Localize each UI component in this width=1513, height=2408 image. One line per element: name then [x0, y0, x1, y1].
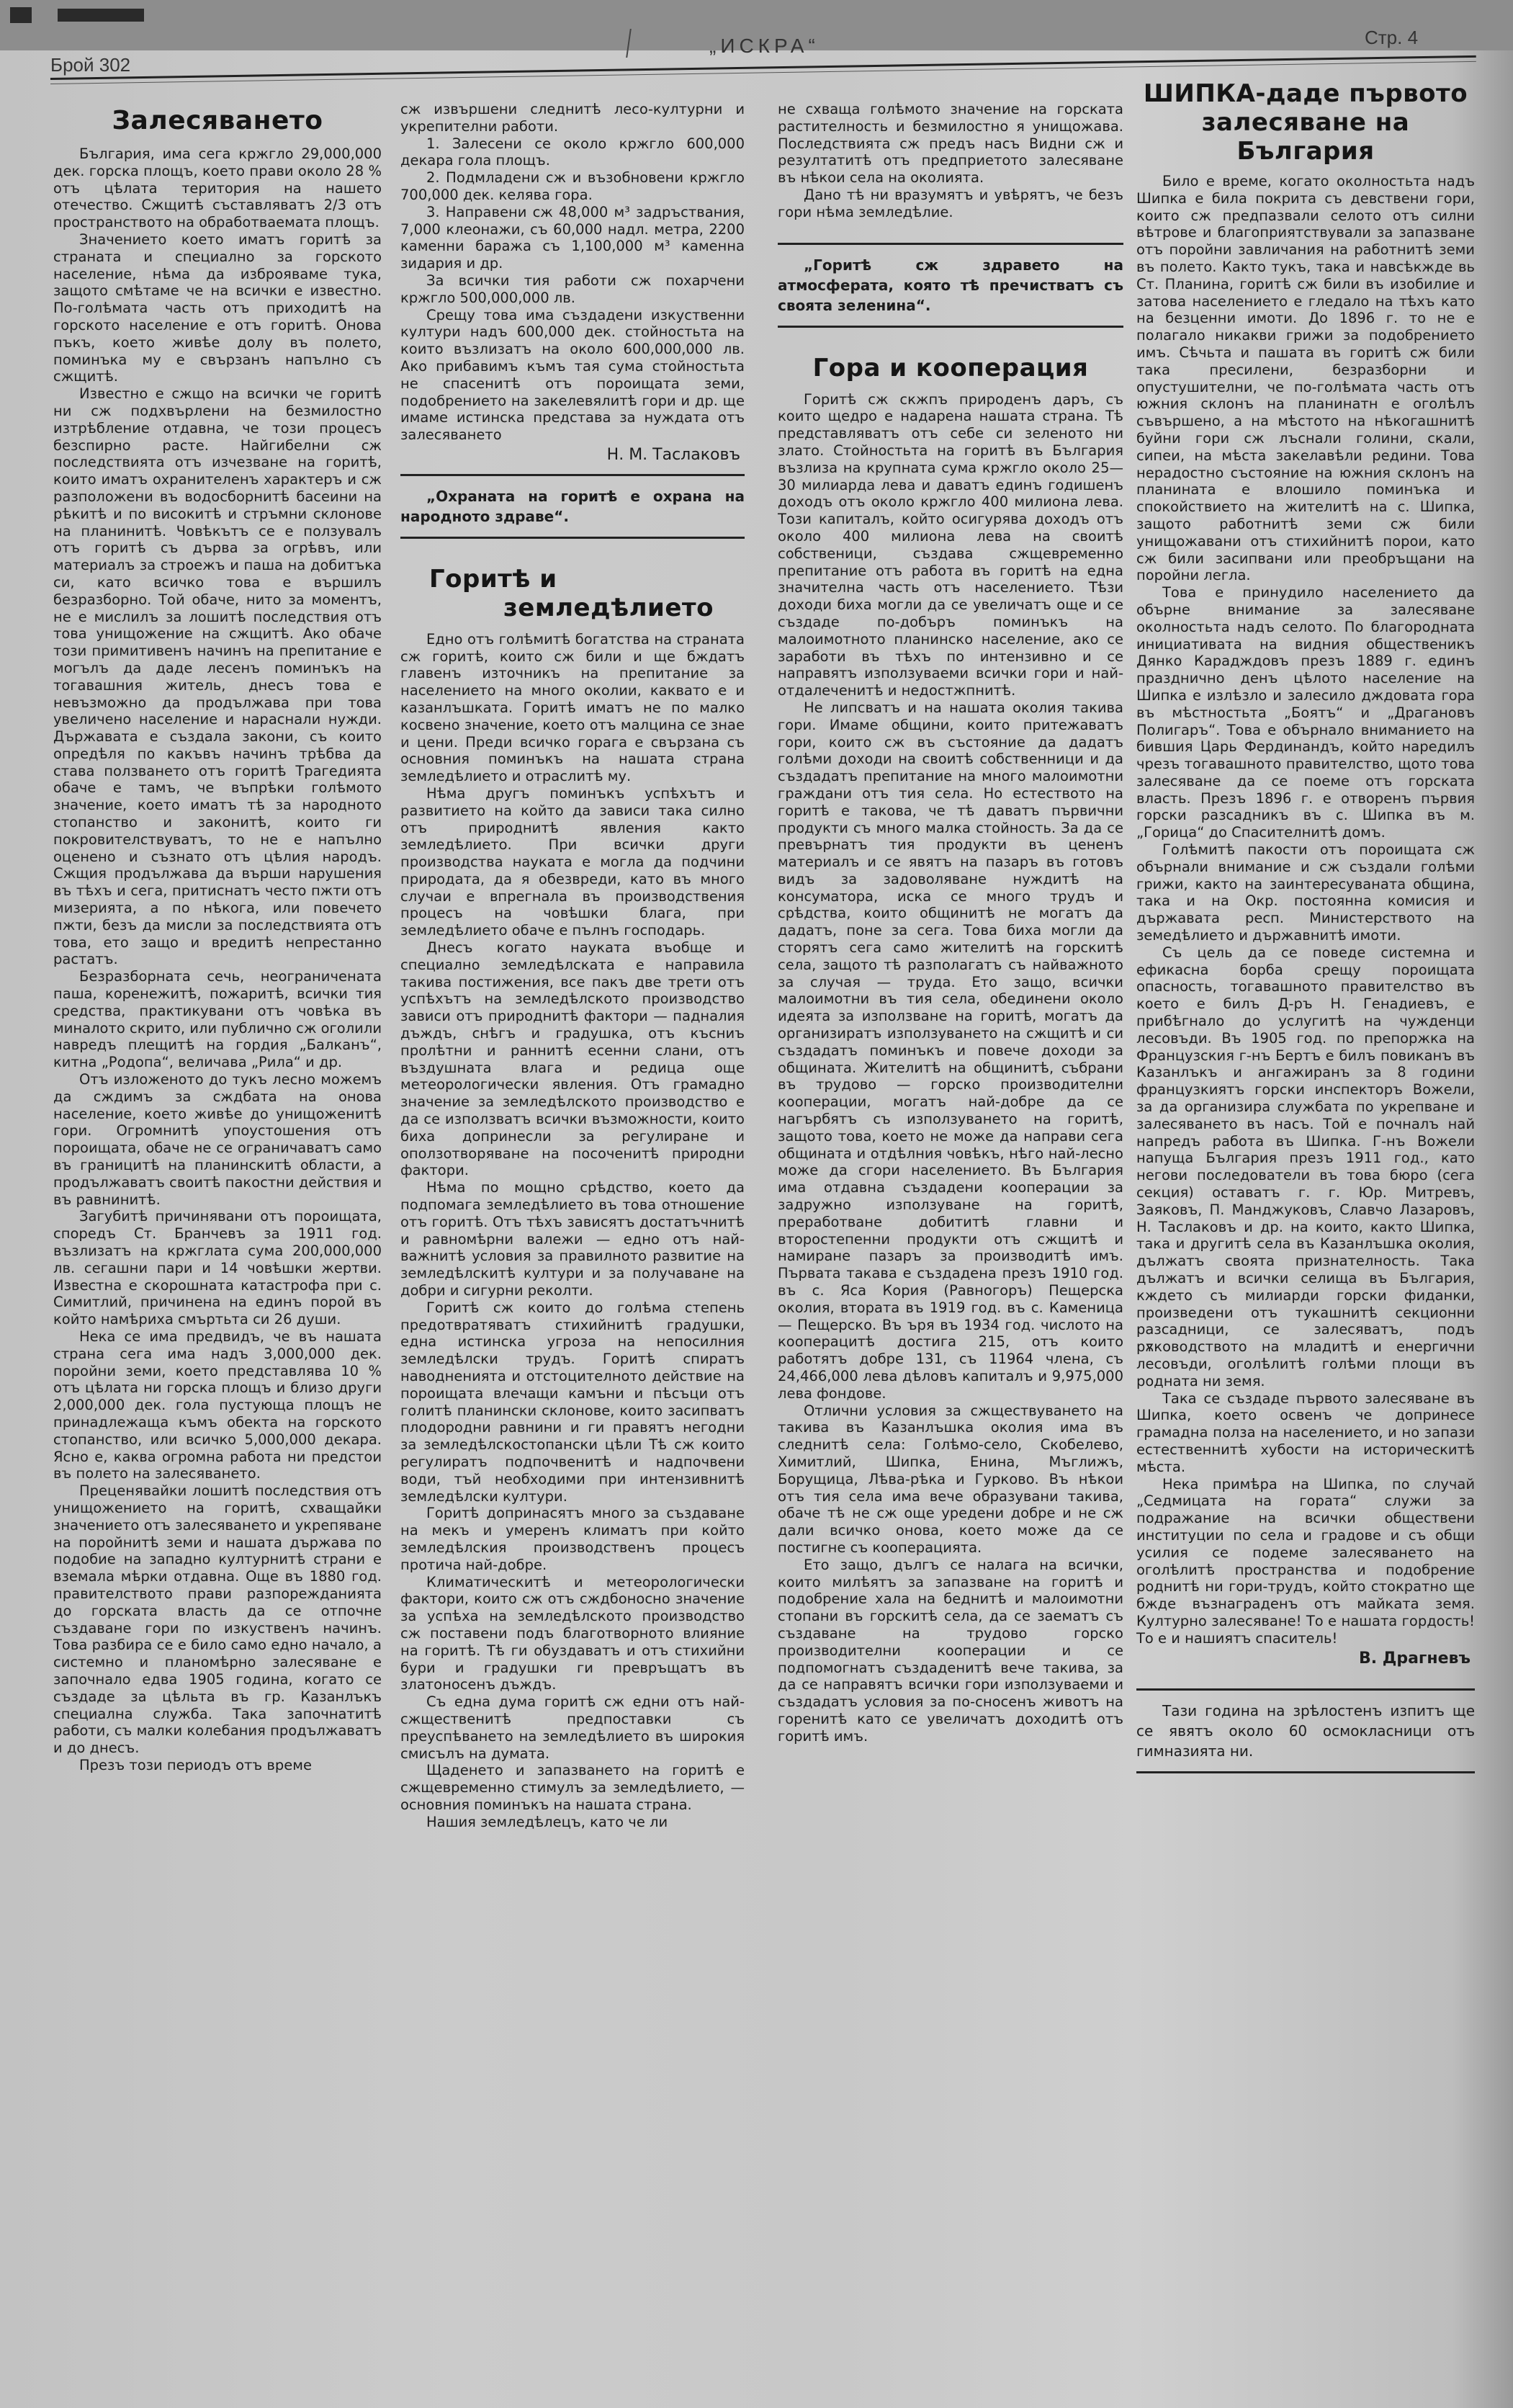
paragraph: Голѣмитѣ пакости отъ пороищата сж обърнали внимание и сж създали голѣми грижи, както на заинтересуваната община, така и на Окр. постоянна комисия и държавата респ. Министерството на земедѣлието и държавнитѣ имоти. — [1136, 841, 1475, 944]
paragraph: Отъ изложеното до тукъ лесно можемъ да сждимъ за сждбата на онова население, което живѣе до унищоженитѣ гори. Огромнитѣ упоустошения отъ пороищата, обаче не се ограничаватъ само въ границитѣ на планинскитѣ области, а продължаватъ своитѣ пакостни действия и въ равнинитѣ. — [53, 1071, 382, 1208]
article-continuation — [400, 101, 745, 444]
divider-rule — [778, 326, 1123, 328]
paragraph: Не липсватъ и на нашата околия такива гори. Имаме общини, които притежаватъ гори, които сж въ състояние да дадатъ голѣми доходи на своитѣ собственници и да създадатъ препитание на много малоимотни граждани отъ тия села. Но естеството на горитѣ е такова, че тѣ даватъ първични продукти съ много малка стойность. За да се превърнатъ тия продукти въ цененъ материалъ и се явятъ на пазаръ въ готовъ видъ за задоволяване нуждитѣ на консуматора, иска се много трудъ и срѣдства, които общинитѣ не могатъ да дадатъ, поне за сега. Това биха могли да сторятъ сега само жителитѣ на горскитѣ села, защото тѣ разполагатъ съ найважното за случая — труда. Ето защо, всички малоимотни въ тия села, обединени около идеята за използване на горитѣ, могатъ да организиратъ използуването на сжщитѣ и си създадатъ поминъкъ и повече доходи за общината. Жителитѣ на общинитѣ, събрани въ трудово — горско производителни кооперации, могатъ най-добре да се нагърбятъ съ използуването на горитѣ, защото това, което не може да направи сега общината и отдѣлния човѣкъ, нѣго най-лесно може да сгори населението. Въ България има отдавна създадени кооперации за задружно използуване на горитѣ, преработване добититѣ главни и второстепенни продукти отъ сжщитѣ и намиране пазаръ за производитѣ имъ. Първата такава е създадена презъ 1910 год. въ с. Яса Кория (Равногоръ) Пещерска околия, втората въ 1919 год. въ с. Каменица — Пещерско. Въ ъря въ 1934 год. числото на кооперацитѣ достига 215, отъ които работятъ добре 131, съ 11964 члена, съ 24,466,000 лева дѣловъ капиталъ и 9,975,000 лева фондове. — [778, 699, 1123, 1402]
article-title-line-1: ШИПКА-даде първото — [1143, 79, 1468, 108]
article-continuation — [778, 101, 1123, 221]
paragraph: Горитѣ сж скжпъ природенъ даръ, съ които щедро е надарена нашата страна. Тѣ представляватъ отъ себе си зеленото ни злато. Стойностьта на горитѣ въ България възлиза на крупната сума кржгло около 25—30 милиарда лева и даватъ единъ годишенъ доходъ отъ около кржгло 400 милиона лева. Този капиталъ, който осигурява доходъ отъ около 400 милиона лева на своитѣ собственици, създава сжщевременно препитание отъ работа въ горитѣ на една значителна часть отъ населението. Тѣзи доходи биха могли да се увеличатъ още и се създаде по-добъръ поминъкъ на малоимотното планинско население, ако се заработи въ тѣхъ по интензивно и се направятъ използуваеми всички гори и най-отдалеченитѣ и недостжпнитѣ. — [778, 390, 1123, 699]
article-title-line-3: България — [1236, 137, 1375, 166]
paragraph: Така се създаде първото залесяване въ Шипка, което освенъ че допринесе грамадна полза на населението, и но запази естественнитѣ хубости на историческитѣ мѣста. — [1136, 1389, 1475, 1475]
paragraph: Безразборната сечь, неограничената паша, коренежитѣ, пожаритѣ, всички тия средства, практикувани отъ човѣка въ миналото скрито, или публично сж оголили навредъ плещитѣ на гордия „Балканъ“, китна „Родопа“, величава „Рила“ и др. — [53, 968, 382, 1071]
check-mark-icon — [616, 29, 632, 58]
newspaper-title: „ИСКРА“ — [709, 35, 820, 57]
paragraph: Нека примѣра на Шипка, по случай „Седмицата на гората“ служи за подражание на всички обществени институции по села и градове и съ общи усилия се подеме залесяването на оголѣлитѣ пространства и подобрение роднитѣ ни гори-трудъ, който стократно ще бжде възнаграденъ отъ майката земя. Културно залесяване! То е нашата гордость! То е и нашиятъ спаситель! — [1136, 1475, 1475, 1647]
article-title-line-2: залесяване на — [1201, 108, 1410, 137]
article-body — [1136, 173, 1475, 1647]
paragraph: Това е принудило населението да обърне внимание за залесяване околностьта надъ селото. По благородната инициативата на видния общественикъ Дянко Карадждовъ презъ 1889 г. единъ празднично денъ цѣлото население на Шипка е излѣзло и залесило дждовата гора въ мѣстностьта „Боятъ“ и „Драгановъ Полигаръ“. Това е обърнало вниманието на бившия Царь Фердинандъ, който наредилъ чрезъ тогавашното правителство, щото това залесяване да се поеме отъ горската власть. Презъ 1896 г. е отворенъ първия горски разсадникъ въ с. Шипка въ м. „Горица“ до Спасителнитѣ домъ. — [1136, 584, 1475, 841]
column-4 — [1136, 79, 1475, 1783]
paragraph: Нѣма по мощно срѣдство, което да подпомага земледѣлието въ това отношение отъ горитѣ. Отъ тѣхъ зависятъ достатъчнитѣ и равномѣрни валежи — едно отъ най-важнитѣ условия за правилното развитие на земледѣлскитѣ култури и за получаване на добри и сигурни реколти. — [400, 1179, 745, 1299]
paragraph: Ето защо, дългъ се налага на всички, които милѣятъ за запазване на горитѣ и подобрение хала на беднитѣ и малоимотни стопани въ горскитѣ села, да се заематъ съ създаване на трудово горско производителни кооперации и се подпомогнатъ създаденитѣ вече такива, за да се направятъ всички гори използуваеми и създадатъ условия за по-сносенъ животъ на горенитѣ като се увеличатъ доходитѣ отъ горитѣ имъ. — [778, 1556, 1123, 1745]
author-signature: Н. М. Таслаковъ — [606, 445, 740, 464]
paragraph: Нашия земледѣлецъ, като че ли — [426, 1813, 668, 1830]
article-title: Залесяването — [112, 106, 323, 135]
paragraph: Щаденето и запазването на горитѣ е сжщевременно стимулъ за земледѣлието, — основния поминъкъ на нашата страна. — [400, 1762, 745, 1813]
paragraph: Преценявайки лошитѣ последствия отъ унищожението на горитѣ, схващайки значението отъ залесяването и укрепяване на поройнитѣ земи и нашата държава по подобие на западно културнитѣ страни е вземала мѣрки отдавна. Още въ 1880 год. правителството прави разпорежданията до горската власть да се отпочне създаване гори по изкуственъ начинъ. Това разбира се е било само едно начало, а системно и планомѣрно залесяване е започнало едва 1905 година, когато се създаде за цѣльта въ гр. Казанлъкъ специална служба. Така започнатитѣ работи, съ малки колебания продължаватъ и до днесъ. — [53, 1482, 382, 1757]
column-2 — [400, 101, 745, 1831]
article-title-line-1: Горитѣ и — [429, 564, 557, 594]
divider-rule — [400, 537, 745, 539]
divider-rule — [1136, 1771, 1475, 1773]
author-signature: В. Драгневъ — [1358, 1649, 1471, 1668]
paragraph: 2. Подмладени сж и възобновени кржгло 700,000 дек. келява гора. — [400, 169, 745, 203]
paragraph: България, има сега кржгло 29,000,000 дек. горска площъ, което прави около 28 % отъ цѣлата територия на нашето отечество. Сжщитѣ съставляватъ 2/3 отъ пространството на обработваемата площъ. — [53, 146, 382, 231]
paragraph: Дано тѣ ни вразумятъ и увѣрятъ, че безъ гори нѣма земледѣлие. — [778, 186, 1123, 220]
paragraph: Презъ този периодъ отъ време — [79, 1756, 312, 1773]
paragraph: Климатическитѣ и метеорологически фактори, които сж отъ сждбоносно значение за успѣха на земледѣлското производство сж поставени подъ благотворното влияние на горитѣ. Тѣ ги обуздаватъ и отъ стихийни бури и градушки ги превръщатъ въ златоносенъ дъждъ. — [400, 1573, 745, 1693]
article-title-line-2: земледѣлието — [503, 593, 714, 622]
paragraph: Горитѣ допринасятъ много за създаване на мекъ и умеренъ климатъ при който земледѣлския производственъ процесъ протича най-добре. — [400, 1505, 745, 1573]
paragraph: За всички тия работи сж похарчени кржгло 500,000,000 лв. — [400, 272, 745, 306]
column-3 — [778, 101, 1123, 1745]
paragraph: Загубитѣ причинявани отъ пороищата, споредъ Ст. Бранчевъ за 1911 год. възлизатъ на кржглата сума 200,000,000 лв. сегашни пари и 14 човѣшки жертви. Известна е скорошната катастрофа при с. Симитлий, причинена на единъ порой въ който намѣриха смъртьта си 26 души. — [53, 1208, 382, 1328]
divider-rule — [400, 474, 745, 476]
paragraph: Едно отъ голѣмитѣ богатства на страната сж горитѣ, които сж били и ще бждатъ главенъ източникъ на препитание за населението на много околии, каквато е и казанлъшката. Горитѣ иматъ не по малко косвено значение, което отъ малцина се знае и цени. Преди всичко горага е свързана съ основния поминъкъ на нашата страна земледѣлието и отраслитѣ му. — [400, 630, 745, 785]
paragraph: не схваща голѣмото значение на горската растителность и безмилостно я унищожава. Последствията сж предъ насъ Видни сж и резултатитѣ отъ предприетото залесяване въ нѣкои села на околията. — [778, 101, 1123, 187]
column-1 — [53, 101, 382, 1774]
paragraph: Съ цель да се поведе системна и ефикасна борба срещу пороищата опасность, тогавашното правителство въ което е билъ Д-ръ Н. Генадиевъ, е прибѣгнало до услугитѣ на чужденци лесовъди. Въ 1905 год. по препоржка на Французския г-нъ Бертъ е билъ повиканъ въ Казанлъкъ и ангажиранъ за 8 години французкиятъ горски инспекторъ Вожели, за да организира службата по укрепване и залесяването въ насъ. Той е почналъ най напредъ работа въ Шипка. Г-нъ Вожели напуща България презъ 1911 год., като негови последователи въ това бюро (сега секция) оставатъ г. г. Юр. Митревъ, Заяковъ, П. Манджуковъ, Славчо Лазаровъ, Н. Таслаковъ и др. на които, както Шипка, така и другитѣ села въ Казанлъшка околия, дължатъ своята признателность. Така дължатъ и всички селища въ България, кждето съ милиарди горски фиданки, произведени отъ тукашнитѣ секционни разсадници, се залесяватъ, подъ рѫководството на младитѣ и енергични лесовъди, оголѣлитѣ голѣми площи въ родната ни земя. — [1136, 944, 1475, 1389]
pull-quote: „Горитѣ сж здравето на атмосферата, която тѣ пречистватъ съ своята зеленина“. — [778, 256, 1123, 314]
article-body — [53, 146, 382, 1774]
paragraph: Съ една дума горитѣ сж едни отъ най-сжщественитѣ предпоставки съ преуспѣването на земледѣлието въ широкия смисълъ на думата. — [400, 1693, 745, 1762]
paragraph: Било е време, когато околностьта надъ Шипка е била покрита съ девствени гори, които сж предпазвали селото отъ силни вѣтрове и благоприятствували за запазване отъ поройни завличания на работнитѣ земи въ полето. Както тукъ, така и навсѣкжде вь Ст. Планина, горитѣ сж били въ изобилие и затова населението е гледало на тѣхъ като на безценни имоти. До 1896 г. то не е полагало никакви грижи за подобрението имъ. Сѣчьта и пашата въ горитѣ сж били така пресилени, безразборни и опустушителни, че по-голѣмата часть отъ южния склонъ на планинатн е оголѣлъ съвършено, а на мѣстото на нѣкогашнитѣ буйни гори сж лъснали голини, скали, сипеи, на мѣста закелавѣли редини. Това нерадостно състояние на южния склонъ на планината е влошило поминъка и спокойствието на жителитѣ на с. Шипка, защото работнитѣ земи сж били унищожавани отъ стихийнитѣ порои, като сж били засипвани или преобръщани на поройни легла. — [1136, 173, 1475, 584]
paragraph: Значението което иматъ горитѣ за страната и специално за горското население, нѣма да изброяваме тука, защото смѣтаме че на всички е известно. По-голѣмата часть отъ приходитѣ на горското население е отъ горитѣ. Онова пъкъ, което живѣе долу въ полето, поминъка му е свързанъ напълно съ сжщитѣ. — [53, 230, 382, 385]
paragraph: Известно е сжщо на всички че горитѣ ни сж подхвърлени на безмилостно изтрѣбление отдавна, че този процесъ безспирно расте. Найгибелни сж последствията отъ изчезване на горитѣ, които иматъ охранителенъ характеръ и сж разположени въ водосборнитѣ басеини на рѣкитѣ и по високитѣ и стръмни склонове на планинитѣ. Човѣкътъ се е ползувалъ отъ горитѣ съ дърва за огрѣвъ, или материалъ за строежъ и паша на добитъка си, като всичко това е вършилъ безразборно. Той обаче, нито за моментъ, не е мислилъ за лошитѣ последствия отъ това унищожение на сжщитѣ. Ако обаче този примитивенъ начинъ на препитание е могълъ да даде лесенъ поминъкъ на тогавашния житель, днесъ това е невъзможно да продължава при това увеличено население и нараснали нужди. Държавата е създала закони, съ които опредѣля по какъвъ начинъ трѣбва да става ползването отъ горитѣ Трагедията обаче е тамъ, че въпрѣки голѣмото значение, което иматъ тѣ за народното стопанство и законитѣ, които ги покровителствуватъ, то не е напълно оценено и съзнато отъ цѣлия народъ. Сжщия продължава да върши нарушения въ тѣхъ и сега, притиснатъ често пжти отъ мизерията, а по нѣкога, или повечето пжти, безъ да мисли за последствията отъ това, ето защо и вредитѣ непрестанно растатъ. — [53, 385, 382, 968]
paragraph: Срещу това има създадени изкуственни култури надъ 600,000 дек. стойностьта на които възлизатъ на около 600,000,000 лв. Ако прибавимъ къмъ тая сума стойностьта не спасенитѣ отъ пороищата земи, подобрението на закелевялитѣ гори и др. ще имаме истинска представа за нуждата отъ залесяването — [400, 306, 745, 444]
paragraph: Отлични условия за сжществуването на такива въ Казанлъшка околия има въ следнитѣ села: Голѣмо-село, Скобелево, Химитлий, Шипка, Енина, Мъглижъ, Борущица, Лѣва-рѣка и Гурково. Въ нѣкои отъ тия села има вече образувани такива, обаче тѣ не сж още уредени добре и не сж дали всичко онова, което може да се постигне съ кооперацията. — [778, 1402, 1123, 1556]
pull-quote: „Охраната на горитѣ е охрана на народното здраве“. — [400, 487, 745, 525]
issue-number: Брой 302 — [50, 54, 131, 76]
paragraph: Горитѣ сж които до голѣма степень предотвратяватъ стихийнитѣ градушки, една истинска угроза на непосилния земледѣлски трудъ. Горитѣ спиратъ наводненията и отстоцителното действие на пороищата влечащи камъни и пѣсъци отъ голитѣ планински склонове, които засипватъ плодородни равнини и ги правятъ негодни за земледѣлскостопански цѣли Тѣ сж които регулиратъ подпочвенитѣ и надпочвени води, тъй необходими при интензивнитѣ земледѣлски култури. — [400, 1299, 745, 1505]
paragraph: Нека се има предвидъ, че въ нашата страна сега има надъ 3,000,000 дек. поройни земи, което представлява 10 % отъ цѣлата ни горска площъ и близо други 2,000,000 дек. гола пустующа площъ не принадлежаща къмъ обекта на горското стопанство, или всичко 5,000,000 декара. Ясно е, каква огромна работа ни предстои въ полето на залесяването. — [53, 1328, 382, 1482]
divider-rule — [1136, 1688, 1475, 1691]
page-number: Стр. 4 — [1365, 27, 1419, 48]
article-title: Гора и кооперация — [812, 353, 1089, 382]
paragraph: Днесъ когато науката въобще и специално земледѣлската е направила такива постижения, все пакъ две трети отъ успѣхътъ на земледѣлското производство зависи отъ природнитѣ фактори — падналия дъждъ, снѣгъ и градушка, отъ късниъ пролѣтни и раннитѣ есенни слани, отъ въздушната влага и редица още метеорологически явления. Отъ грамадно значение за земледѣлското производство е да се използватъ всички възможности, които биха допринесли за регулиране и оползотворяване на посоченитѣ природни фактори. — [400, 939, 745, 1179]
paragraph: Нѣма другъ поминъкъ успѣхътъ и развитието на който да зависи така силно отъ природнитѣ явления както земледѣлието. При всички други производства науката е могла да подчини природата, да я обезвреди, като въ много случаи е впрегнала въ производствения процесъ на човѣшки блага, при земледѣлието обаче е пълнъ господарь. — [400, 784, 745, 939]
paragraph: сж извършени следнитѣ лесо-културни и укрепителни работи. — [400, 101, 745, 135]
paragraph: 3. Направени сж 48,000 м³ задръствания, 7,000 клеонажи, съ 60,000 надл. метра, 2200 каменни баража съ 1,100,000 м³ каменна зидария и др. — [400, 203, 745, 272]
article-body — [400, 631, 745, 1831]
notice-text: Тази година на зрѣлостенъ изпитъ ще се явятъ около 60 осмокласници отъ гимназията ни. — [1136, 1702, 1475, 1760]
paragraph: 1. Залесени се около кржгло 600,000 декара гола площъ. — [400, 135, 745, 169]
divider-rule — [778, 243, 1123, 245]
article-body — [778, 391, 1123, 1745]
